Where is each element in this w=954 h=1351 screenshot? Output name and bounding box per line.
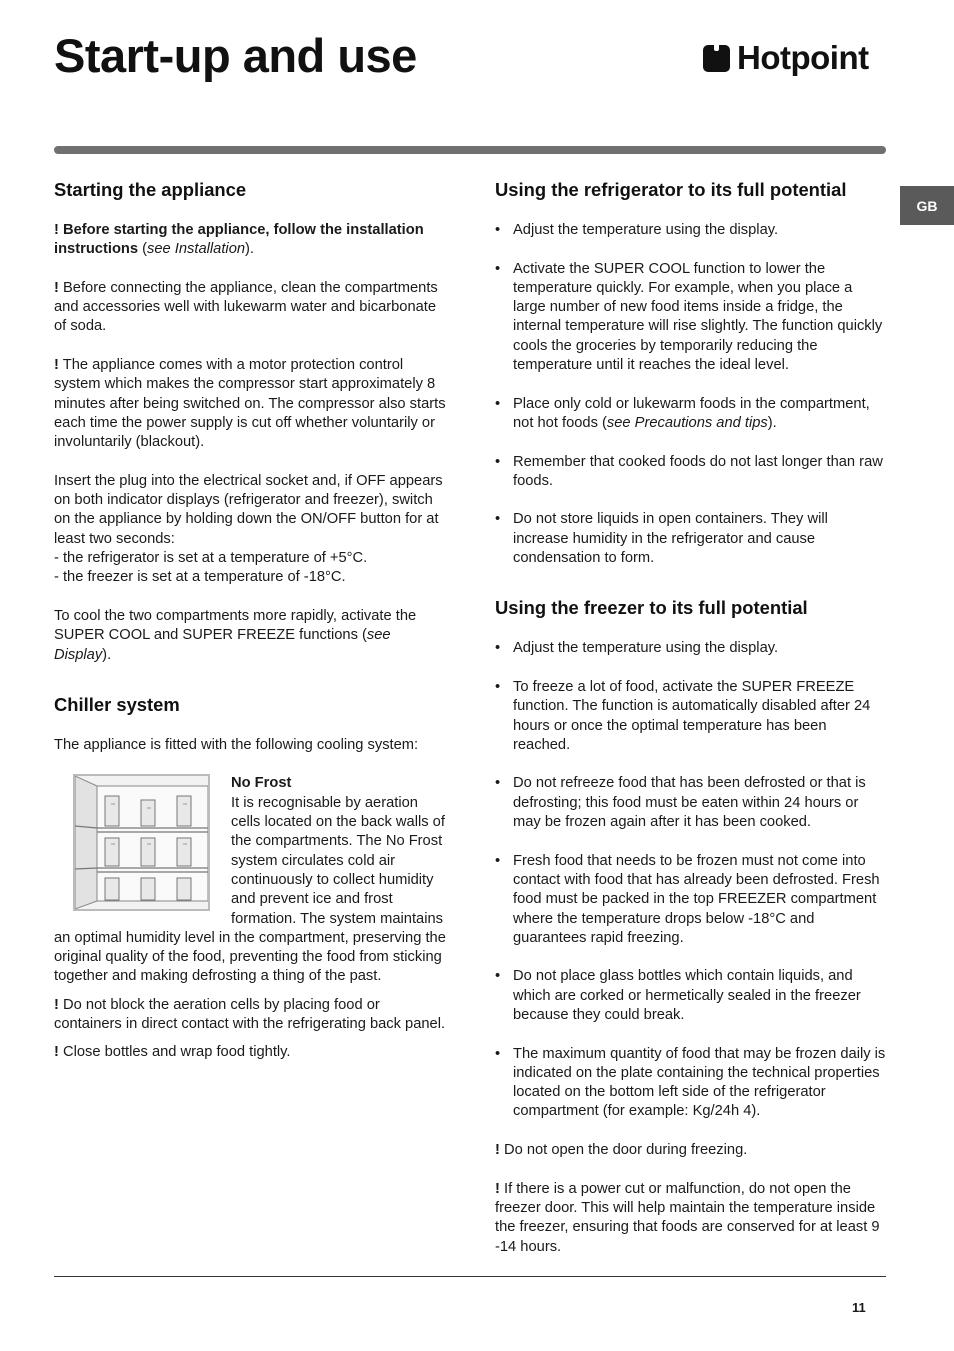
page-number: 11 — [852, 1300, 866, 1315]
list-item — [495, 395, 887, 434]
freezer-tips-list — [495, 639, 887, 1121]
paren-close: ). — [245, 241, 255, 258]
fridge-interior-drawing — [75, 776, 208, 909]
starting-paragraph-4 — [54, 472, 449, 588]
chiller-heading: Chiller system — [54, 693, 180, 715]
see-precautions-ref: see Precautions and tips — [606, 414, 768, 431]
insert-plug-text: Insert the plug into the electrical socket and, if OFF appears on both indicator displays (refrigerator and freezer), switch on the appliance by holding down the ON/OFF button for at least two seconds: — [54, 472, 443, 547]
list-item: • The maximum quantity of food that may be frozen daily is indicated on the plate containing the technical properties located on the bottom left side of the refrigerator compartment (for example: Kg/24h 4). — [495, 1045, 887, 1122]
warning-mark: ! — [54, 279, 59, 296]
starting-bold-instruction: Before starting the appliance, follow the installation instructions — [54, 222, 424, 258]
footer-divider — [54, 1276, 886, 1277]
starting-heading: Starting the appliance — [54, 179, 247, 200]
paren-close: ). — [767, 414, 777, 431]
nofrost-title: No Frost — [231, 775, 292, 792]
door-warning-text: Do not open the door during freezing. — [499, 1142, 748, 1159]
aeration-warning-text: Do not block the aeration cells by placing food or containers in direct contact with the refrigerating back panel. — [54, 996, 446, 1032]
list-item: • Do not store liquids in open containers. They will increase humidity in the refrigerator and cause condensation to form. — [495, 510, 887, 568]
list-item: • Remember that cooked foods do not last longer than raw foods. — [495, 453, 887, 492]
paren-close: ). — [102, 646, 112, 663]
cool-rapidly-text: To cool the two compartments more rapidly, activate the SUPER COOL and SUPER FREEZE functions ( — [54, 607, 417, 644]
door-warning — [495, 1141, 887, 1160]
paren-open: ( — [138, 241, 148, 258]
warning-mark: ! — [54, 222, 59, 238]
warning-mark: ! — [495, 1180, 500, 1197]
power-cut-warning — [495, 1180, 887, 1257]
nofrost-description: It is recognisable by aeration cells located on the back walls of the compartments. The No Frost system circulates cold air continuously to collect humidity and prevent ice and frost formation. The system maintains an optimal humidity level in the compartment, preserving the original quality of the food, preventing the food from sticking together and making defrosting a thing of the past. — [54, 794, 446, 985]
brand-name: Hotpoint — [737, 39, 869, 76]
list-item: • To freeze a lot of food, activate the SUPER FREEZE function. The function is automatically disabled after 24 hours or once the optimal temperature has been reached. — [495, 678, 887, 755]
starting-paragraph-1 — [54, 221, 449, 260]
clean-compartments-text: Before connecting the appliance, clean the compartments and accessories well with lukewarm water and bicarbonate of soda. — [54, 279, 438, 335]
warning-mark: ! — [54, 1044, 59, 1061]
hot-foods-text: Place only cold or lukewarm foods in the compartment, not hot foods ( — [513, 395, 870, 431]
right-column — [495, 178, 887, 1276]
fridge-interior-illustration — [73, 774, 210, 911]
list-item: • Fresh food that needs to be frozen must not come into contact with food that has already been defrosted. Fresh food must be packed in the top FREEZER compartment where the temperature drops below -18°C and guarantees rapid freezing. — [495, 852, 887, 948]
freezer-temp-line: - the freezer is set at a temperature of -18°C. — [54, 569, 346, 586]
hotpoint-logo-icon — [703, 45, 730, 72]
see-installation-ref: see Installation — [147, 241, 246, 258]
bottles-warning — [54, 1043, 449, 1062]
starting-paragraph-3 — [54, 356, 449, 452]
list-item: • Do not place glass bottles which contain liquids, and which are corked or hermetically sealed in the freezer because they could break. — [495, 967, 887, 1025]
list-item: • Do not refreeze food that has been defrosted or that is defrosting; this food must be eaten within 24 hours or may be frozen again after it has been cooked. — [495, 774, 887, 832]
warning-mark: ! — [54, 357, 59, 374]
list-item: • Adjust the temperature using the display. — [495, 639, 887, 658]
warning-mark: ! — [54, 996, 59, 1013]
aeration-warning — [54, 996, 449, 1035]
power-cut-warning-text: If there is a power cut or malfunction, do not open the freezer door. This will help maintain the temperature inside the freezer, ensuring that foods are conserved for at least 9 -14 hours. — [495, 1180, 880, 1255]
nofrost-section — [54, 774, 449, 986]
bottles-warning-text: Close bottles and wrap food tightly. — [58, 1044, 291, 1061]
left-column — [54, 178, 449, 1072]
page-title: Start-up and use — [54, 29, 417, 82]
chiller-intro: The appliance is fitted with the following cooling system: — [54, 736, 419, 753]
motor-protection-text: The appliance comes with a motor protection control system which makes the compressor start approximately 8 minutes after being switched on. The compressor also starts each time the power supply is cut off whether voluntarily or involuntarily (blackout). — [54, 357, 446, 451]
list-item: • Adjust the temperature using the display. — [495, 221, 887, 240]
language-tab: GB — [900, 186, 954, 225]
hotpoint-logo — [703, 40, 869, 76]
see-display-ref: see Display — [54, 627, 391, 663]
freezer-heading: Using the freezer to its full potential — [495, 597, 808, 619]
fridge-tips-list — [495, 221, 887, 568]
header-divider — [54, 146, 886, 154]
fridge-temp-line: - the refrigerator is set at a temperature of +5°C. — [54, 550, 368, 567]
starting-paragraph-5 — [54, 607, 449, 665]
fridge-heading: Using the refrigerator to its full potential — [495, 179, 847, 200]
starting-paragraph-2 — [54, 279, 449, 337]
list-item: • Activate the SUPER COOL function to lower the temperature quickly. For example, when you place a large number of new food items inside a fridge, the internal temperature will rise slightly. The function quickly cools the groceries by temporarily reducing the temperature until it reaches the ideal level. — [495, 260, 887, 376]
warning-mark: ! — [495, 1142, 500, 1159]
